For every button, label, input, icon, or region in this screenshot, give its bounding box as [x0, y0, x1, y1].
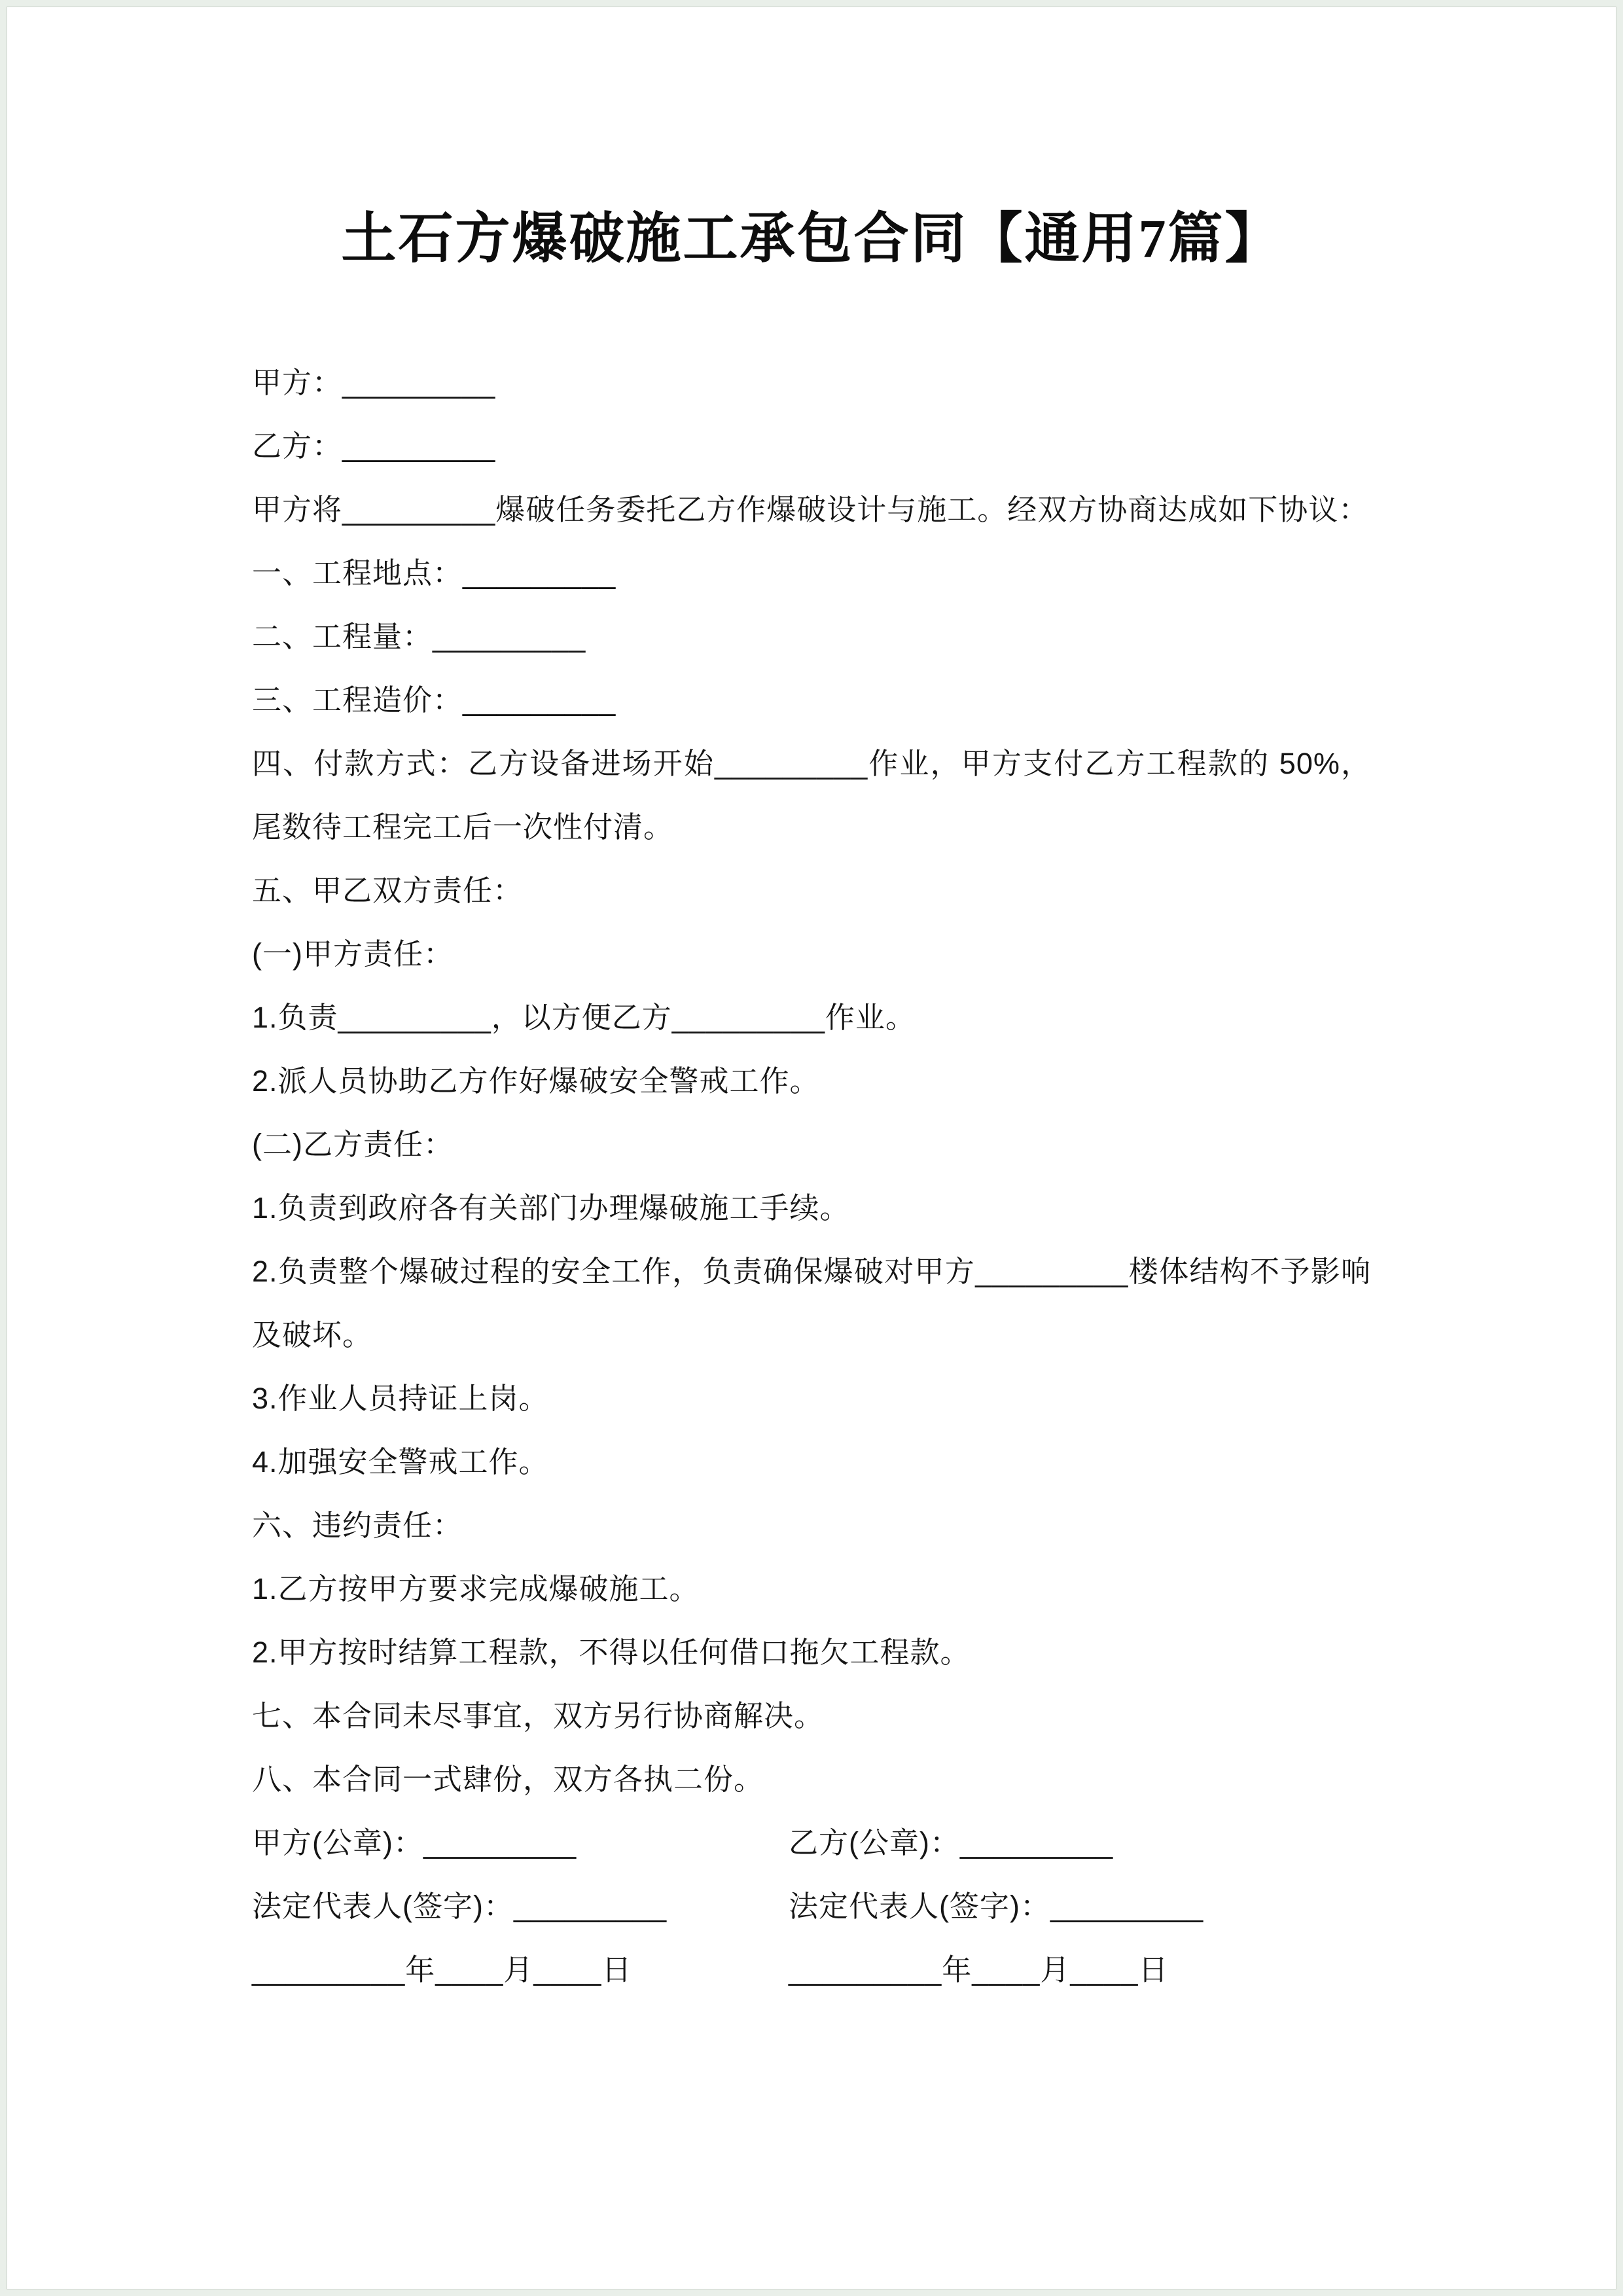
party-a-seal-label: 甲方(公章)：_________: [252, 1826, 577, 1859]
document-page: [7, 7, 1616, 2289]
paragraph-party-b: 乙方：_________: [252, 429, 496, 463]
paragraph-clause-7: 七、本合同未尽事宜，双方另行协商解决。: [252, 1699, 825, 1732]
paragraph-clause-3: 三、工程造价：_________: [252, 683, 616, 717]
paragraph-clause-5-a: (一)甲方责任：: [252, 937, 454, 971]
paragraph-clause-6: 六、违约责任：: [252, 1509, 463, 1542]
paragraph-clause-5-b-2: 2.负责整个爆破过程的安全工作，负责确保爆破对甲方_________楼体结构不予影响及破坏。: [252, 1255, 1371, 1352]
paragraph-clause-5-a-2: 2.派人员协助乙方作好爆破安全警戒工作。: [252, 1064, 820, 1098]
paragraph-clause-6-1: 1.乙方按甲方要求完成爆破施工。: [252, 1572, 700, 1605]
paragraph-clause-8: 八、本合同一式肆份，双方各执二份。: [252, 1763, 764, 1796]
signature-row-representative: [252, 1874, 1371, 1938]
paragraph-clause-5-a-1: 1.负责_________，以方便乙方_________作业。: [252, 1001, 916, 1034]
document-title: 土石方爆破施工承包合同【通用7篇】: [341, 209, 1282, 270]
paragraph-clause-5: 五、甲乙双方责任：: [252, 874, 524, 907]
signature-row-date: [252, 1938, 1371, 2001]
paragraph-clause-1: 一、工程地点：_________: [252, 556, 616, 590]
paragraph-clause-5-b-4: 4.加强安全警戒工作。: [252, 1445, 549, 1479]
paragraph-party-a: 甲方：_________: [252, 366, 496, 399]
paragraph-clause-6-2: 2.甲方按时结算工程款，不得以任何借口拖欠工程款。: [252, 1636, 971, 1669]
party-a-date-label: _________年____月____日: [252, 1953, 632, 1986]
document-body: [252, 351, 1371, 2001]
paragraph-clause-5-b-1: 1.负责到政府各有关部门办理爆破施工手续。: [252, 1191, 850, 1225]
paragraph-clause-5-b-3: 3.作业人员持证上岗。: [252, 1382, 549, 1415]
party-a-representative-label: 法定代表人(签字)：_________: [252, 1890, 668, 1923]
paragraph-clause-5-b: (二)乙方责任：: [252, 1128, 454, 1161]
party-b-date-label: _________年____月____日: [789, 1953, 1169, 1986]
paragraph-intro: 甲方将_________爆破任务委托乙方作爆破设计与施工。经双方协商达成如下协议：: [252, 493, 1369, 526]
document-content: [7, 204, 1616, 2001]
party-b-seal-label: 乙方(公章)：_________: [789, 1826, 1114, 1859]
paragraph-clause-2: 二、工程量：_________: [252, 620, 586, 653]
paragraph-clause-4: 四、付款方式：乙方设备进场开始_________作业，甲方支付乙方工程款的 50%，尾数待工程完工后一次性付清。: [252, 747, 1371, 844]
party-b-representative-label: 法定代表人(签字)：_________: [789, 1890, 1204, 1923]
signature-row-seal: [252, 1811, 1371, 1874]
